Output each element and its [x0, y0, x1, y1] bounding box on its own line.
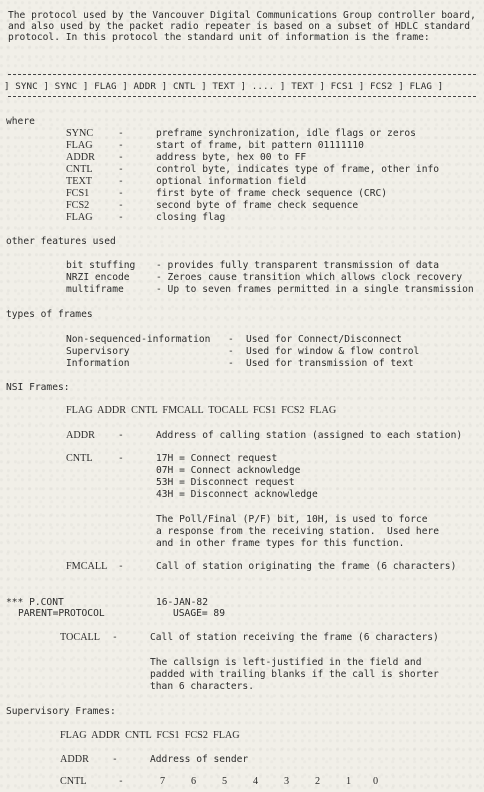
- nsi-fmcall-dash: -: [118, 561, 124, 572]
- cntl-code: 53H = Disconnect request: [156, 477, 295, 488]
- field-desc: address byte, hex 00 to FF: [156, 152, 307, 163]
- field-dash: -: [118, 176, 124, 187]
- feature-term: NRZI encode: [66, 272, 130, 283]
- field-term: TEXT: [66, 176, 93, 187]
- supervisory-addr-term: ADDR: [60, 754, 89, 765]
- pcont-usage: USAGE= 89: [173, 608, 225, 619]
- tocall-note-line: padded with trailing blanks if the call is shorter: [150, 669, 439, 680]
- field-dash: -: [118, 164, 124, 175]
- field-term: ADDR: [66, 152, 95, 163]
- supervisory-format: FLAG ADDR CNTL FCS1 FCS2 FLAG: [60, 730, 240, 741]
- field-desc: optional information field: [156, 176, 307, 187]
- field-desc: second byte of frame check sequence: [156, 200, 359, 211]
- nsi-cntl-term: CNTL: [66, 453, 93, 464]
- field-dash: -: [118, 152, 124, 163]
- types-heading: types of frames: [6, 309, 93, 320]
- feature-desc: - Zeroes cause transition which allows clock recovery: [156, 272, 463, 283]
- feature-term: bit stuffing: [66, 260, 136, 271]
- supervisory-cntl-term: CNTL: [60, 776, 87, 787]
- field-dash: -: [118, 212, 124, 223]
- field-term: FCS1: [66, 188, 90, 199]
- field-dash: -: [118, 140, 124, 151]
- pcont-date: 16-JAN-82: [156, 597, 208, 608]
- nsi-addr-desc: Address of calling station (assigned to each station): [156, 430, 463, 441]
- pcont-parent: PARENT=PROTOCOL: [18, 608, 105, 619]
- nsi-addr-dash: -: [118, 430, 124, 441]
- tocall-desc: Call of station receiving the frame (6 characters): [150, 632, 439, 643]
- tocall-note-line: than 6 characters.: [150, 681, 254, 692]
- bit-label: 3: [284, 776, 290, 787]
- bit-label: 7: [160, 776, 166, 787]
- bit-label: 2: [315, 776, 321, 787]
- field-term: CNTL: [66, 164, 93, 175]
- features-heading: other features used: [6, 236, 116, 247]
- field-desc: preframe synchronization, idle flags or zeros: [156, 128, 416, 139]
- supervisory-addr-dash: -: [112, 754, 118, 765]
- pf-note-line: The Poll/Final (P/F) bit, 10H, is used to force: [156, 514, 428, 525]
- nsi-format: FLAG ADDR CNTL FMCALL TOCALL FCS1 FCS2 FLAG: [66, 405, 337, 416]
- field-desc: closing flag: [156, 212, 226, 223]
- nsi-addr-term: ADDR: [66, 430, 95, 441]
- type-dash: -: [228, 334, 234, 345]
- supervisory-cntl-dash: -: [118, 776, 124, 787]
- field-dash: -: [118, 200, 124, 211]
- type-dash: -: [228, 346, 234, 357]
- type-term: Information: [66, 358, 130, 369]
- intro-paragraph: The protocol used by the Vancouver Digital Communications Group controller board, and also used by the packet radio repeater is based on a subset of HDLC standard protocol. In this protocol the standard unit of information is the frame:: [8, 10, 476, 43]
- tocall-dash: -: [112, 632, 118, 643]
- feature-term: multiframe: [66, 284, 124, 295]
- bit-label: 0: [373, 776, 379, 787]
- pf-note-line: and in other frame types for this function.: [156, 538, 405, 549]
- field-desc: control byte, indicates type of frame, other info: [156, 164, 440, 175]
- tocall-term: TOCALL: [60, 632, 100, 643]
- field-desc: first byte of frame check sequence (CRC): [156, 188, 388, 199]
- supervisory-heading: Supervisory Frames:: [6, 706, 116, 717]
- pf-note-line: a response from the receiving station. Used here: [156, 526, 440, 537]
- type-desc: Used for Connect/Disconnect: [246, 334, 402, 345]
- field-term: FLAG: [66, 140, 93, 151]
- type-term: Supervisory: [66, 346, 130, 357]
- field-dash: -: [118, 128, 124, 139]
- field-term: SYNC: [66, 128, 94, 139]
- frame-rule-top: [8, 74, 476, 75]
- bit-label: 5: [222, 776, 228, 787]
- where-heading: where: [6, 116, 35, 127]
- type-desc: Used for transmission of text: [246, 358, 414, 369]
- cntl-code: 17H = Connect request: [156, 453, 278, 464]
- type-desc: Used for window & flow control: [246, 346, 420, 357]
- field-desc: start of frame, bit pattern 01111110: [156, 140, 364, 151]
- bit-label: 1: [346, 776, 352, 787]
- field-term: FCS2: [66, 200, 90, 211]
- tocall-note-line: The callsign is left-justified in the field and: [150, 657, 422, 668]
- supervisory-addr-desc: Address of sender: [150, 754, 249, 765]
- type-dash: -: [228, 358, 234, 369]
- feature-desc: - provides fully transparent transmission of data: [156, 260, 440, 271]
- type-term: Non-sequenced-information: [66, 334, 211, 345]
- frame-format: ] SYNC ] SYNC ] FLAG ] ADDR ] CNTL ] TEXT ] .... ] TEXT ] FCS1 ] FCS2 ] FLAG ]: [4, 81, 444, 92]
- nsi-heading: NSI Frames:: [6, 382, 70, 393]
- field-term: FLAG: [66, 212, 93, 223]
- cntl-code: 07H = Connect acknowledge: [156, 465, 301, 476]
- bit-label: 6: [191, 776, 197, 787]
- nsi-fmcall-term: FMCALL: [66, 561, 108, 572]
- field-dash: -: [118, 188, 124, 199]
- bit-label: 4: [253, 776, 259, 787]
- frame-rule-bottom: [8, 96, 476, 97]
- nsi-cntl-dash: -: [118, 453, 124, 464]
- cntl-code: 43H = Disconnect acknowledge: [156, 489, 318, 500]
- pcont-marker: *** P.CONT: [6, 597, 64, 608]
- feature-desc: - Up to seven frames permitted in a single transmission: [156, 284, 474, 295]
- nsi-fmcall-desc: Call of station originating the frame (6 characters): [156, 561, 457, 572]
